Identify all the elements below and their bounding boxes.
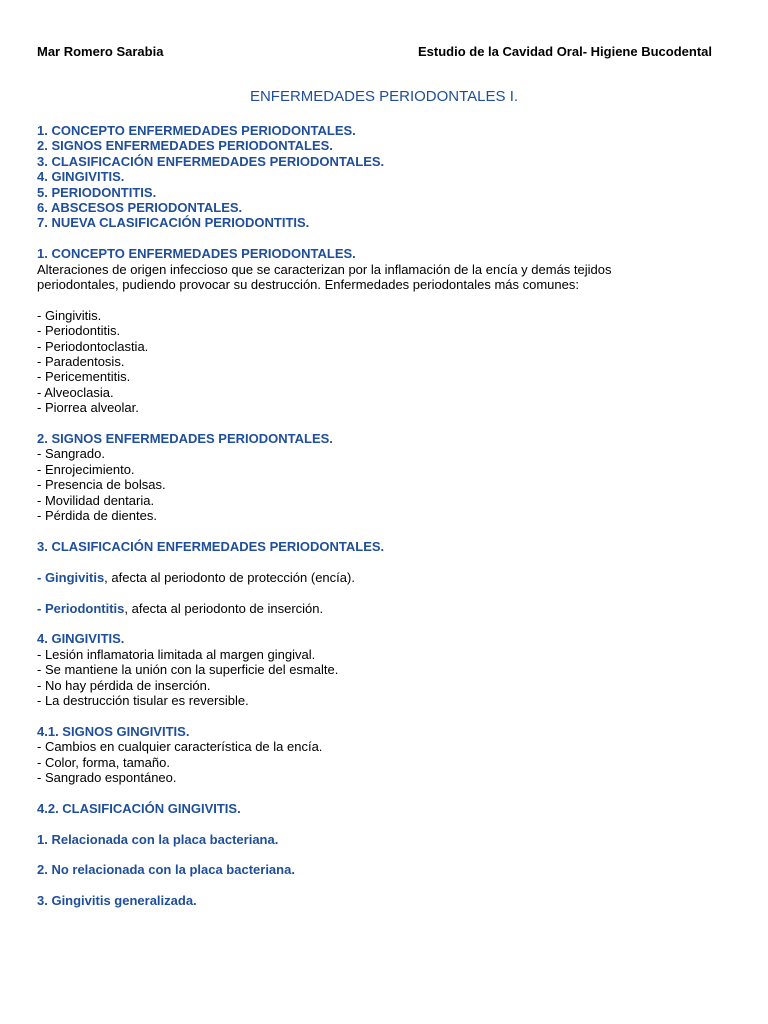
section-clasificacion (37, 539, 717, 616)
list-item: - Enrojecimiento. (37, 461, 135, 477)
table-of-contents (37, 123, 717, 231)
paragraph-line: Alteraciones de origen infeccioso que se caracterizan por la inflamación de la encía y demás tejidos (37, 261, 612, 277)
section-heading: 2. SIGNOS ENFERMEDADES PERIODONTALES. (37, 431, 333, 447)
toc-item: 1. CONCEPTO ENFERMEDADES PERIODONTALES. (37, 123, 356, 138)
section-heading: 4. GINGIVITIS. (37, 631, 125, 647)
list-item: 2. No relacionada con la placa bacteriana. (37, 862, 295, 878)
toc-item: 4. GINGIVITIS. (37, 169, 125, 185)
section-clasificacion-gingivitis (37, 801, 717, 909)
section-heading: 4.2. CLASIFICACIÓN GINGIVITIS. (37, 800, 241, 816)
paragraph-line: periodontales, pudiendo provocar su destrucción. Enfermedades periodontales más comunes: (37, 277, 579, 293)
list-item: - Presencia de bolsas. (37, 477, 166, 493)
list-item: - Se mantiene la unión con la superficie del esmalte. (37, 662, 339, 678)
section-signos (37, 431, 717, 523)
document-subject: Estudio de la Cavidad Oral- Higiene Bucodental (418, 44, 712, 59)
section-concepto (37, 246, 717, 415)
toc-item: 6. ABSCESOS PERIODONTALES. (37, 200, 243, 216)
toc-item: 3. CLASIFICACIÓN ENFERMEDADES PERIODONTALES. (37, 153, 385, 169)
list-item: - Periodontoclastia. (37, 338, 149, 354)
list-item: - La destrucción tisular es reversible. (37, 692, 249, 708)
toc-item: 5. PERIODONTITIS. (37, 184, 157, 200)
author-name: Mar Romero Sarabia (37, 44, 164, 59)
section-gingivitis (37, 631, 717, 708)
list-item: - Pérdida de dientes. (37, 508, 157, 524)
term-description: , afecta al periodonto de inserción. (124, 600, 324, 616)
section-heading: 3. CLASIFICACIÓN ENFERMEDADES PERIODONTALES. (37, 538, 385, 554)
term: - Gingivitis (37, 569, 105, 585)
list-item: - Lesión inflamatoria limitada al margen gingival. (37, 646, 316, 662)
list-item (37, 601, 717, 616)
list-item: 3. Gingivitis generalizada. (37, 893, 197, 909)
list-item: - Gingivitis. (37, 307, 102, 323)
list-item: - Paradentosis. (37, 354, 125, 370)
list-item: - Movilidad dentaria. (37, 492, 155, 508)
term-description: , afecta al periodonto de protección (encía). (104, 569, 355, 585)
term: - Periodontitis (37, 600, 125, 616)
page-title: ENFERMEDADES PERIODONTALES I. (249, 88, 519, 105)
toc-item: 7. NUEVA CLASIFICACIÓN PERIODONTITIS. (37, 215, 310, 231)
section-signos-gingivitis (37, 724, 717, 786)
section-heading: 4.1. SIGNOS GINGIVITIS. (37, 723, 190, 739)
document-body (37, 123, 717, 909)
list-item: - Color, forma, tamaño. (37, 754, 170, 770)
toc-item: 2. SIGNOS ENFERMEDADES PERIODONTALES. (37, 138, 333, 154)
list-item: - No hay pérdida de inserción. (37, 677, 211, 693)
list-item: - Cambios en cualquier característica de la encía. (37, 739, 323, 755)
list-item: - Periodontitis. (37, 323, 121, 339)
list-item: - Sangrado. (37, 446, 105, 462)
list-item: 1. Relacionada con la placa bacteriana. (37, 831, 279, 847)
list-item: - Piorrea alveolar. (37, 400, 139, 416)
list-item: - Alveoclasia. (37, 384, 114, 400)
section-heading: 1. CONCEPTO ENFERMEDADES PERIODONTALES. (37, 246, 356, 262)
list-item (37, 570, 717, 585)
list-item: - Pericementitis. (37, 369, 131, 385)
list-item: - Sangrado espontáneo. (37, 769, 177, 785)
